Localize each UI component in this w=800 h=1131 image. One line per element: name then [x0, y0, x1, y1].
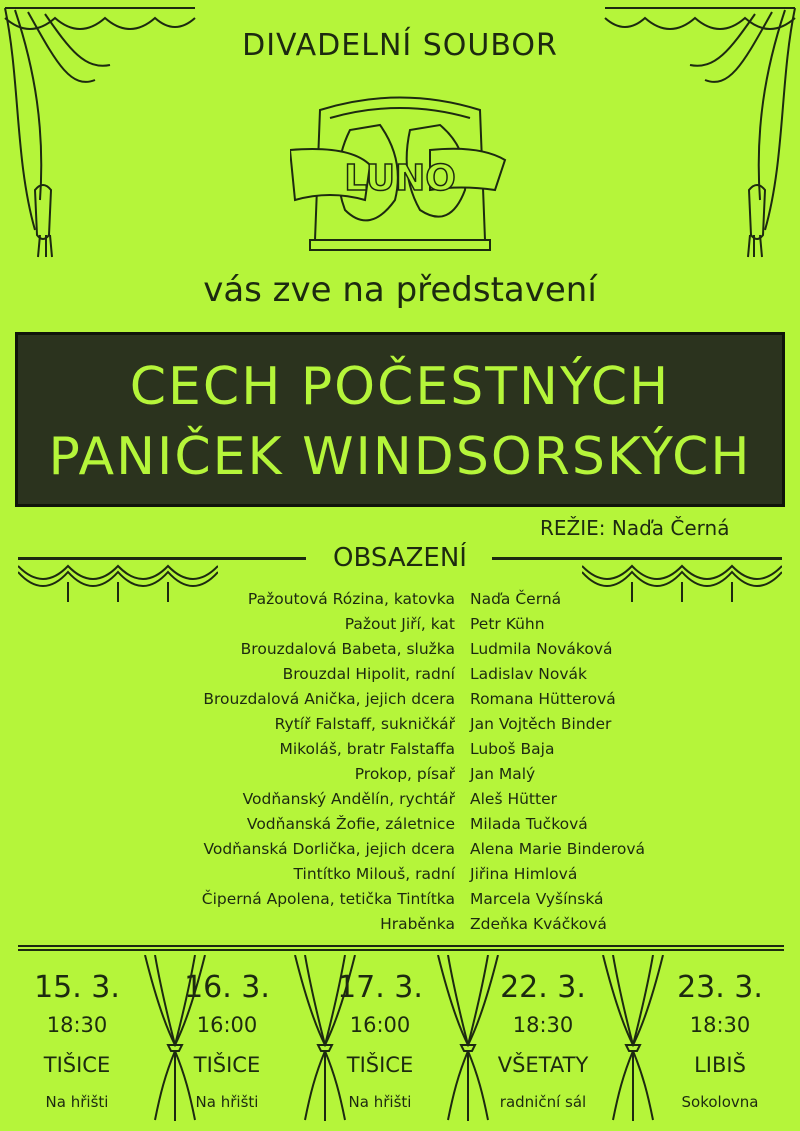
performance-date: 22. 3. — [500, 970, 586, 1005]
cast-actor: Jiřina Himlová — [470, 865, 578, 883]
cast-role: Čiperná Apolena, tetička Tintítka — [201, 890, 455, 908]
performance-2 — [172, 970, 282, 1114]
cast-actor: Alena Marie Binderová — [470, 840, 646, 858]
cast-heading: OBSAZENÍ — [333, 543, 467, 573]
performance-date: 17. 3. — [337, 970, 423, 1005]
cast-actor: Aleš Hütter — [470, 790, 557, 808]
performance-1 — [22, 970, 132, 1114]
performance-time: 18:30 — [512, 1013, 574, 1037]
performance-3 — [325, 970, 435, 1114]
performance-time: 18:30 — [46, 1013, 108, 1037]
logo-text: LUNO — [344, 158, 456, 199]
cast-role: Vodňanský Andělín, rychtář — [242, 790, 455, 808]
cast-role: Brouzdalová Babeta, služka — [240, 640, 455, 658]
director-credit: REŽIE: Naďa Černá — [540, 516, 730, 540]
cast-row — [0, 590, 800, 615]
cast-row — [0, 915, 800, 940]
cast-role: Rytíř Falstaff, sukničkář — [274, 715, 455, 733]
performance-venue: Na hřišti — [348, 1093, 412, 1111]
cast-actor: Jan Malý — [470, 765, 536, 783]
performance-time: 16:00 — [196, 1013, 258, 1037]
cast-row — [0, 690, 800, 715]
performances-border — [18, 945, 784, 951]
cast-row — [0, 665, 800, 690]
cast-actor: Luboš Baja — [470, 740, 555, 758]
performance-date: 16. 3. — [184, 970, 270, 1005]
cast-row — [0, 840, 800, 865]
performance-5 — [665, 970, 775, 1114]
cast-actor: Naďa Černá — [470, 590, 562, 608]
performance-venue: Na hřišti — [195, 1093, 259, 1111]
cast-actor: Romana Hütterová — [470, 690, 616, 708]
cast-role: Vodňanská Dorlička, jejich dcera — [203, 840, 455, 858]
cast-actor: Milada Tučková — [470, 815, 588, 833]
cast-actor: Ladislav Novák — [470, 665, 587, 683]
troupe-logo — [290, 90, 510, 260]
cast-role: Vodňanská Žofie, záletnice — [246, 815, 455, 833]
cast-actor: Marcela Vyšínská — [470, 890, 604, 908]
performance-time: 18:30 — [689, 1013, 751, 1037]
cast-row — [0, 640, 800, 665]
cast-actor: Petr Kühn — [470, 615, 545, 633]
cast-role: Brouzdal Hipolit, radní — [282, 665, 455, 683]
performance-place: LIBIŠ — [694, 1053, 746, 1077]
title-line-2: PANIČEK WINDSORSKÝCH — [48, 427, 752, 487]
performance-place: TIŠICE — [193, 1053, 261, 1077]
performance-4 — [488, 970, 598, 1114]
cast-role: Tintítko Milouš, radní — [293, 865, 455, 883]
performance-place: TIŠICE — [346, 1053, 414, 1077]
cast-actor: Jan Vojtěch Binder — [470, 715, 612, 733]
cast-row — [0, 740, 800, 765]
cast-actor: Zdeňka Kváčková — [470, 915, 607, 933]
title-box — [15, 332, 785, 507]
cast-row — [0, 790, 800, 815]
performance-venue: Sokolovna — [681, 1093, 759, 1111]
performance-venue: Na hřišti — [45, 1093, 109, 1111]
cast-row — [0, 615, 800, 640]
performance-date: 15. 3. — [34, 970, 120, 1005]
cast-row — [0, 815, 800, 840]
cast-row — [0, 890, 800, 915]
cast-role: Hraběnka — [380, 915, 455, 933]
performance-place: TIŠICE — [43, 1053, 111, 1077]
performance-time: 16:00 — [349, 1013, 411, 1037]
performance-place: VŠETATY — [497, 1053, 589, 1077]
performance-date: 23. 3. — [677, 970, 763, 1005]
invite-text: vás zve na představení — [203, 270, 597, 310]
curtain-divider-icon — [598, 955, 668, 1125]
cast-role: Mikoláš, bratr Falstaffa — [279, 740, 455, 758]
stage-masks-icon — [290, 90, 510, 260]
cast-role: Pažout Jiří, kat — [344, 615, 455, 633]
cast-actor: Ludmila Nováková — [470, 640, 613, 658]
troupe-label: DIVADELNÍ SOUBOR — [242, 28, 558, 63]
cast-role: Prokop, písař — [354, 765, 455, 783]
cast-role: Pažoutová Rózina, katovka — [247, 590, 455, 608]
cast-row — [0, 765, 800, 790]
cast-row — [0, 715, 800, 740]
performance-venue: radniční sál — [499, 1093, 587, 1111]
title-line-1: CECH POČESTNÝCH — [129, 357, 671, 417]
cast-role: Brouzdalová Anička, jejich dcera — [203, 690, 455, 708]
cast-row — [0, 865, 800, 890]
